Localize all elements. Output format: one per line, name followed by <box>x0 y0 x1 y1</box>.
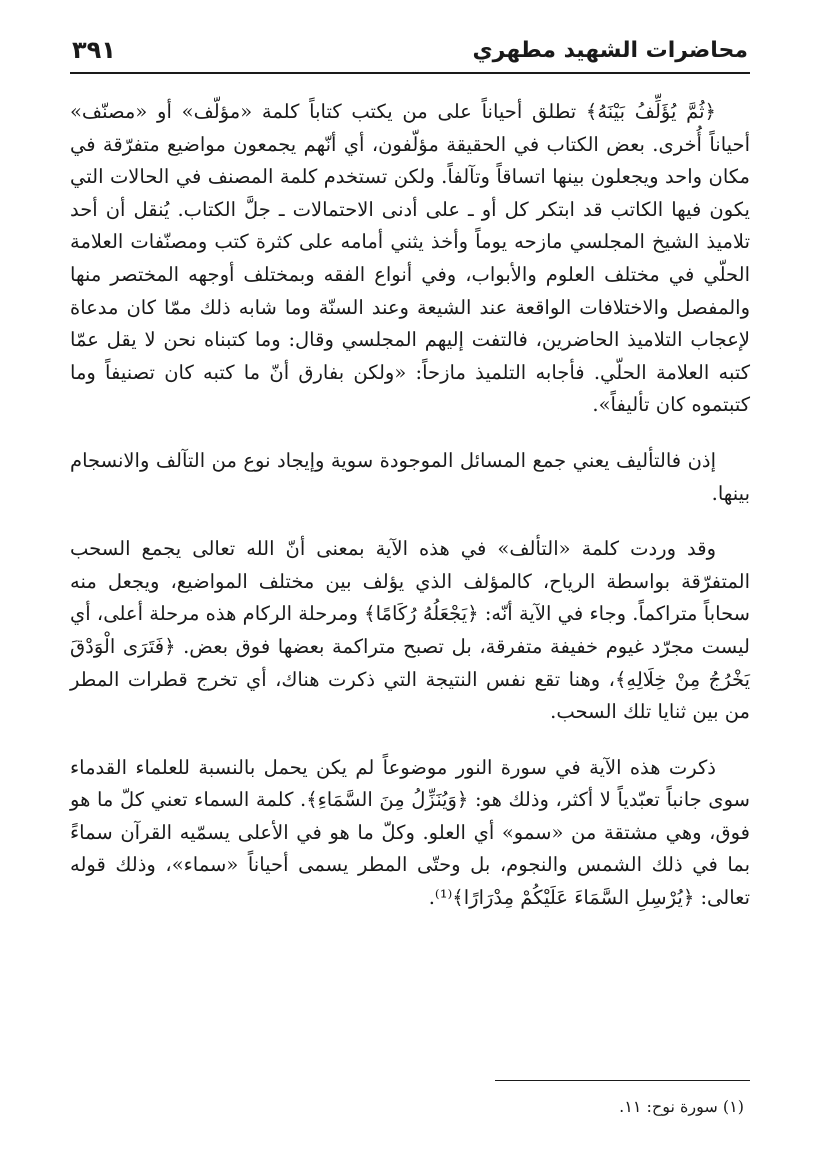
page-header <box>70 28 750 74</box>
footnote: (١) سورة نوح: ١١. <box>619 1097 744 1116</box>
paragraph-2: إذن فالتأليف يعني جمع المسائل الموجودة سوية وإيجاد نوع من التآلف والانسجام بينها. <box>70 448 750 505</box>
page-number: ٣٩١ <box>72 36 116 64</box>
footnote-divider <box>495 1080 750 1081</box>
paragraph-4: ذكرت هذه الآية في سورة النور موضوعاً لم يكن يحمل بالنسبة للعلماء القدماء سوى جانباً تعبّدياً لا أكثر، وذلك هو: ﴿وَيُنَزِّلُ مِنَ السَّمَاءِ﴾. كلمة السماء تعني كلّ ما هو فوق، وهي مشتقة من «سمو» أي العلو. وكلّ ما هو في الأعلى يسمّيه القرآن سماءً بما في ذلك الشمس والنجوم، بل وحتّى المطر يسمى أحياناً «سماء»، وذلك قوله تعالى: ﴿يُرْسِلِ السَّمَاءَ عَلَيْكُمْ مِدْرَارًا﴾⁽¹⁾. <box>70 755 750 910</box>
body-text <box>70 96 750 938</box>
running-title: محاضرات الشهيد مطهري <box>472 37 748 63</box>
paragraph-1: ﴿ثُمَّ يُؤَلِّفُ بَيْنَهُ﴾ تطلق أحياناً على من يكتب كتاباً كلمة «مؤلّف» أو «مصنّف» أحياناً أُخرى. بعض الكتاب في الحقيقة مؤلّفون، أي أنّهم يجمعون مواضيع متفرّقة في مكان واحد ويجعلون بينها اتساقاً وتآلفاً. ولكن تستخدم كلمة المصنف في الحالات التي يكون فيها الكاتب قد ابتكر كل أو ـ على أدنى الاحتمالات ـ جلَّ الكتاب. يُنقل أن أحد تلاميذ الشيخ المجلسي مازحه يوماً وأخذ يثني أمامه على كثرة كتب ومصنّفات العلامة الحلّي في مختلف العلوم والأبواب، وفي أنواع الفقه وبمختلف أوجهه المختصر منها والمفصل والاختلافات الواقعة عند الشيعة وعند السنّة وما شابه ذلك ممّا كان مدعاة لإعجاب التلاميذ الحاضرين، فالتفت إليهم المجلسي وقال: وما كتبناه نحن لا يقل عمّا كتبه العلامة الحلّي. فأجابه التلميذ مازحاً: «ولكن بفارق أنّ ما كتبه كان تصنيفاً وما كتبتموه كان تأليفاً». <box>70 100 750 417</box>
book-page <box>70 28 750 1128</box>
paragraph-3: وقد وردت كلمة «التألف» في هذه الآية بمعنى أنّ الله تعالى يجمع السحب المتفرّقة بواسطة الرياح، كالمؤلف الذي يؤلف بين مختلف المواضيع، ويجعل منه سحاباً متراكماً. وجاء في الآية أنّه: ﴿يَجْعَلُهُ رُكَامًا﴾ ومرحلة الركام هذه مرحلة أعلى، أي ليست مجرّد غيوم خفيفة متفرقة، بل تصبح متراكمة بعضها فوق بعض. ﴿فَتَرَى الْوَدْقَ يَخْرُجُ مِنْ خِلَالِهِ﴾، وهنا تقع نفس النتيجة التي ذكرت هناك، أي تخرج قطرات المطر من بين ثنايا تلك السحب. <box>70 537 750 724</box>
